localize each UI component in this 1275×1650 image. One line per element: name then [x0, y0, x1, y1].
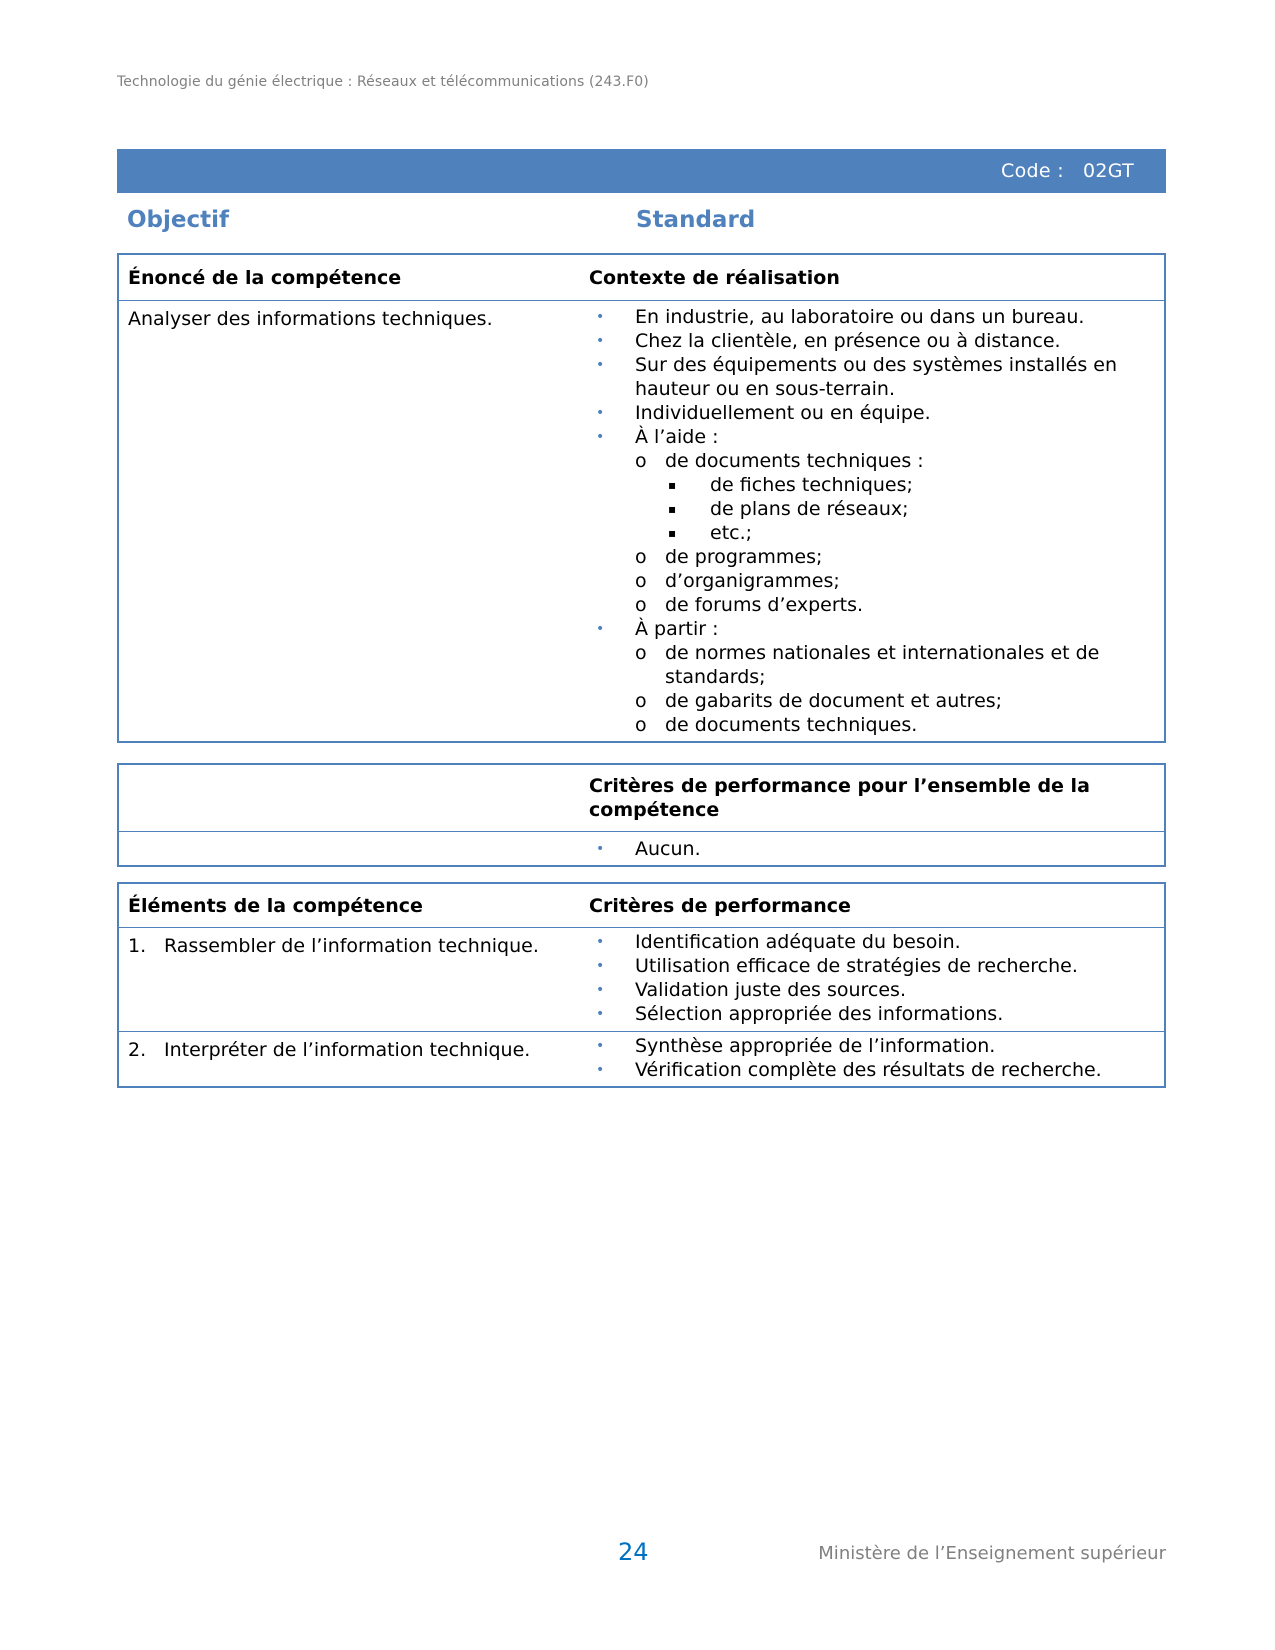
elements-header: Éléments de la compétence [128, 894, 423, 917]
bullet-icon: • [596, 309, 605, 325]
list-item: • Chez la clientèle, en présence ou à distance. [596, 330, 1061, 352]
table-row [119, 300, 1164, 741]
bullet-icon: • [596, 982, 605, 998]
list-item: • Vérification complète des résultats de recherche. [596, 1059, 1102, 1081]
list-item: • Sélection appropriée des informations. [596, 1003, 1004, 1025]
standard-heading: Standard [636, 207, 756, 233]
bullet-icon: • [596, 934, 605, 950]
bullet-icon: • [596, 1062, 605, 1078]
context-list [589, 305, 1164, 737]
bullet-icon: • [596, 1038, 605, 1054]
bullet-icon: • [596, 357, 605, 373]
list-item: o de programmes; [635, 546, 823, 568]
code-value: 02GT [1082, 160, 1134, 182]
list-item: • Sur des équipements ou des systèmes installés en hauteur ou en sous-terrain. [596, 354, 1118, 400]
list-item: • En industrie, au laboratoire ou dans un bureau. [596, 306, 1085, 328]
list-item: ▪ etc.; [668, 522, 753, 544]
list-item: • À l’aide : o de documents techniques : ▪ de fiches techniques; ▪ de plans de réseaux; ▪ etc.; o de programmes; o d’organigrammes; o de forums d’experts. [589, 425, 1154, 617]
square-bullet-icon: ▪ [668, 478, 677, 492]
list-item: • Utilisation efficace de stratégies de recherche. [596, 955, 1078, 977]
bullet-icon: • [596, 429, 605, 445]
bullet-icon: • [596, 958, 605, 974]
circle-bullet-icon: o [635, 450, 647, 472]
list-item: o d’organigrammes; [635, 570, 840, 592]
publisher-footer: Ministère de l’Enseignement supérieur [818, 1543, 1166, 1564]
overall-criteria-table [117, 763, 1166, 867]
bullet-icon: • [596, 405, 605, 421]
list-item: o de documents techniques : ▪ de fiches techniques; ▪ de plans de réseaux; ▪ etc.; [635, 449, 1154, 545]
circle-bullet-icon: o [635, 690, 647, 712]
code-banner [117, 149, 1166, 193]
course-code [1001, 160, 1134, 182]
list-item: • Synthèse appropriée de l’information. [596, 1035, 996, 1057]
list-item: • Aucun. [596, 837, 701, 860]
circle-bullet-icon: o [635, 570, 647, 592]
running-header: Technologie du génie électrique : Réseaux et télécommunications (243.F0) [117, 74, 649, 90]
list-item: • À partir : o de normes nationales et internationales et de standards; o de gabarits de document et autres; o de documents techniques. [589, 617, 1154, 737]
competence-element: 1. Rassembler de l’information technique. [128, 935, 539, 957]
table-header-row [119, 884, 1164, 927]
list-item: o de forums d’experts. [635, 594, 864, 616]
competence-statement: Analyser des informations techniques. [128, 308, 493, 330]
page-number: 24 [618, 1538, 649, 1566]
list-item: o de gabarits de document et autres; [635, 690, 1003, 712]
criteria-list [589, 1034, 1164, 1082]
bullet-icon: • [596, 1006, 605, 1022]
competence-context-table [117, 253, 1166, 743]
list-item: ▪ de plans de réseaux; [668, 498, 909, 520]
table-row [119, 1031, 1164, 1086]
list-item: o de normes nationales et internationales et de standards; [635, 642, 1100, 688]
overall-criteria-list [589, 837, 1164, 861]
circle-bullet-icon: o [635, 594, 647, 616]
code-label: Code : [1001, 160, 1064, 182]
list-item: • Identification adéquate du besoin. [596, 931, 961, 953]
criteria-header: Critères de performance [589, 894, 851, 917]
list-item: • Individuellement ou en équipe. [596, 402, 931, 424]
bullet-icon: • [596, 621, 605, 637]
square-bullet-icon: ▪ [668, 502, 677, 516]
bullet-icon: • [596, 840, 605, 857]
bullet-icon: • [596, 333, 605, 349]
list-item: ▪ de fiches techniques; [668, 474, 913, 496]
competence-element: 2. Interpréter de l’information technique. [128, 1039, 531, 1061]
circle-bullet-icon: o [635, 714, 647, 736]
circle-bullet-icon: o [635, 546, 647, 568]
table-row [119, 927, 1164, 1031]
objectif-heading: Objectif [127, 207, 230, 233]
table-row [119, 831, 1164, 865]
table-header-row [119, 255, 1164, 300]
list-item: o de documents techniques. [635, 714, 918, 736]
criteria-list [589, 930, 1164, 1026]
list-item: • Validation juste des sources. [596, 979, 906, 1001]
overall-criteria-header: Critères de performance pour l’ensemble de la compétence [589, 775, 1090, 821]
context-header: Contexte de réalisation [589, 266, 840, 289]
statement-header: Énoncé de la compétence [128, 266, 402, 289]
elements-criteria-table [117, 882, 1166, 1088]
table-header-row [119, 765, 1164, 831]
circle-bullet-icon: o [635, 642, 647, 664]
square-bullet-icon: ▪ [668, 526, 677, 540]
